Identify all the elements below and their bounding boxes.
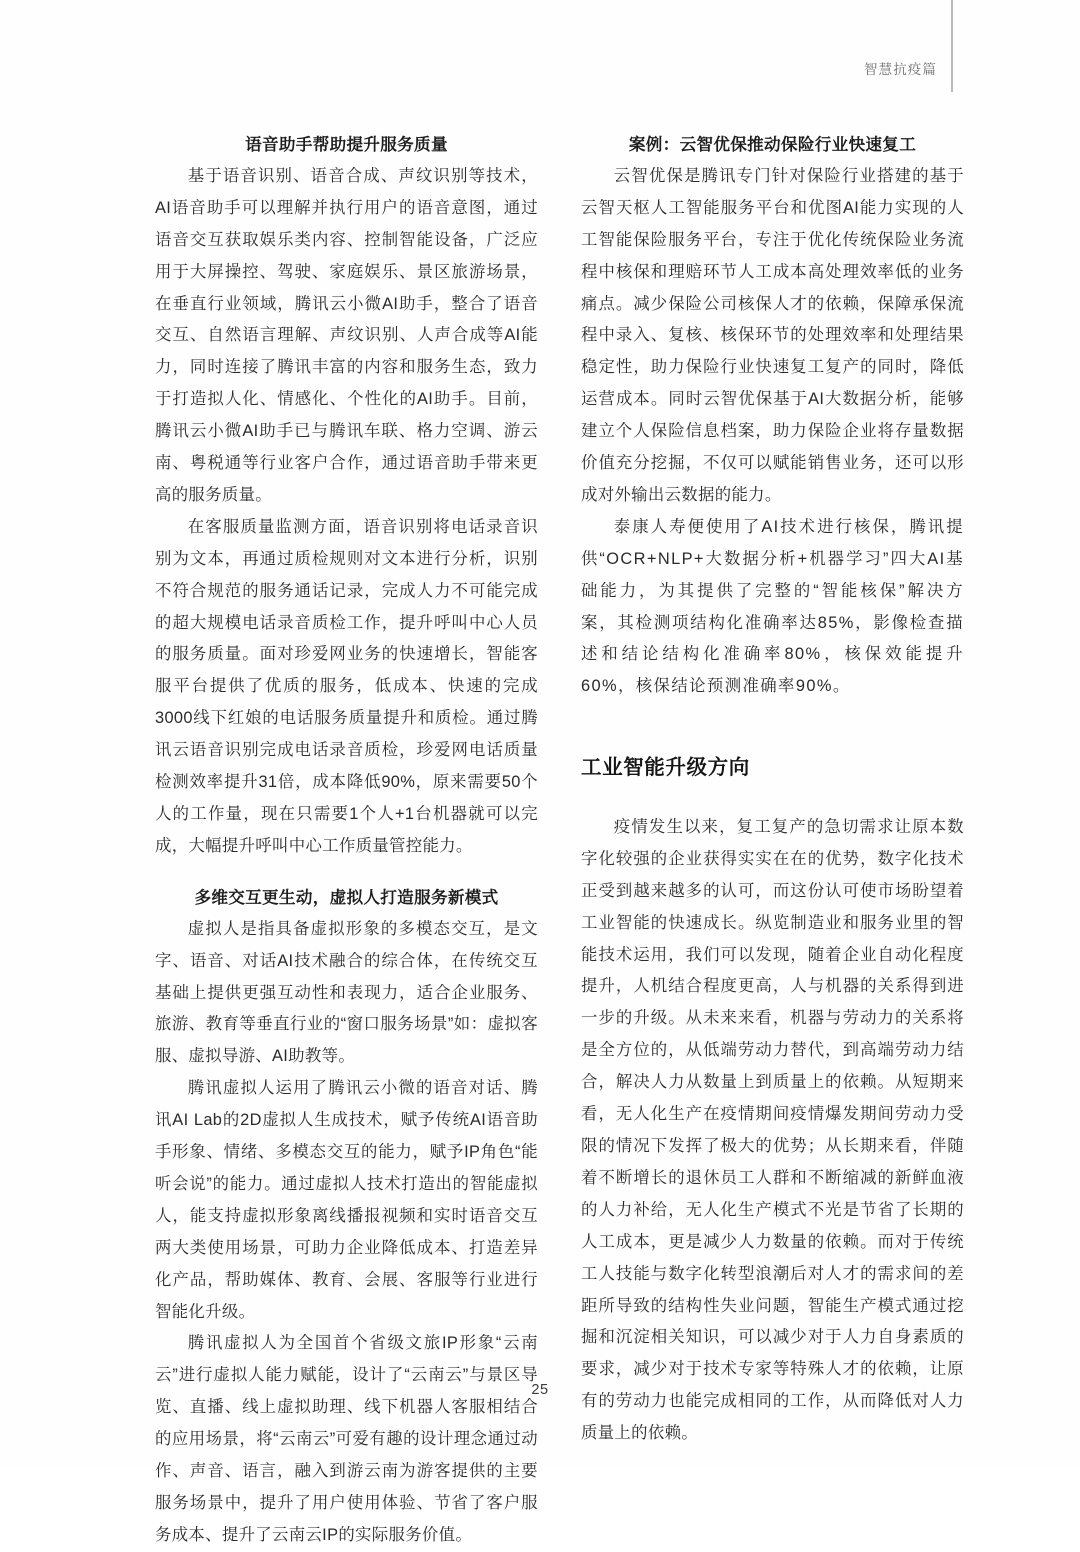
left-subheading-voice-assistant: 语音助手帮助提升服务质量 bbox=[245, 135, 448, 154]
section-heading-industrial-intelligence: 工业智能升级方向 bbox=[581, 756, 750, 780]
left-paragraph-1: 基于语音识别、语音合成、声纹识别等技术，AI语音助手可以理解并执行用户的语音意图，通过语音交互获取娱乐类内容、控制智能设备，广泛应用于大屏操控、驾驶、家庭娱乐、景区旅游场景，在垂直行业领域，腾讯云小微AI助手，整合了语音交互、自然语言理解、声纹识别、人声合成等AI能力，同时连接了腾讯丰富的内容和服务生态，致力于打造拟人化、情感化、个性化的AI助手。目前，腾讯云小微AI助手已与腾讯车联、格力空调、游云南、粤税通等行业客户合作，通过语音助手带来更高的服务质量。 bbox=[155, 166, 538, 504]
left-paragraph-3: 虚拟人是指具备虚拟形象的多模态交互，是文字、语音、对话AI技术融合的综合体，在传统交互基础上提供更强互动性和表现力，适合企业服务、旅游、教育等垂直行业的“窗口服务场景”如：虚拟客服、虚拟导游、AI助教等。 bbox=[155, 919, 538, 1066]
page-number: 25 bbox=[531, 1382, 549, 1398]
left-subheading-virtual-human: 多维交互更生动，虚拟人打造服务新模式 bbox=[194, 887, 499, 907]
right-subheading-case-study: 案例：云智优保推动保险行业快速复工 bbox=[628, 135, 917, 154]
right-paragraph-2: 泰康人寿便使用了AI技术进行核保，腾讯提供“OCR+NLP+大数据分析+机器学习”四大AI基础能力，为其提供了完整的“智能核保”解决方案，其检测项结构化准确率达85%，影像检查描述和结论结构化准确率80%，核保效能提升60%，核保结论预测准确率90%。 bbox=[581, 517, 964, 696]
right-column bbox=[581, 132, 964, 1443]
left-paragraph-5: 腾讯虚拟人为全国首个省级文旅IP形象“云南云”进行虚拟人能力赋能，设计了“云南云”与景区导览、直播、线上虚拟助理、线下机器人客服相结合的应用场景，将“云南云”可爱有趣的设计理念通过动作、声音、语言，融入到游云南为游客提供的主要服务场景中，提升了用户使用体验、节省了客户服务成本、提升了云南云IP的实际服务价值。 bbox=[155, 1334, 538, 1544]
left-paragraph-2: 在客服质量监测方面，语音识别将电话录音识别为文本，再通过质检规则对文本进行分析，识别不符合规范的服务通话记录，完成人力不可能完成的超大规模电话录音质检工作，提升呼叫中心人员的服务质量。面对珍爱网业务的快速增长，智能客服平台提供了优质的服务，低成本、快速的完成3000线下红娘的电话服务质量提升和质检。通过腾讯云语音识别完成电话录音质检，珍爱网电话质量检测效率提升31倍，成本降低90%，原来需要50个人的工作量，现在只需要1个人+1台机器就可以完成，大幅提升呼叫中心工作质量管控能力。 bbox=[155, 517, 538, 855]
right-paragraph-1: 云智优保是腾讯专门针对保险行业搭建的基于云智天枢人工智能服务平台和优图AI能力实现的人工智能保险服务平台，专注于优化传统保险业务流程中核保和理赔环节人工成本高处理效率低的业务痛点。减少保险公司核保人才的依赖，保障承保流程中录入、复核、核保环节的处理效率和处理结果稳定性，助力保险行业快速复工复产的同时，降低运营成本。同时云智优保基于AI大数据分析，能够建立个人保险信息档案，助力保险企业将存量数据价值充分挖掘，不仅可以赋能销售业务，还可以形成对外输出云数据的能力。 bbox=[581, 166, 964, 504]
left-column bbox=[155, 132, 538, 1544]
right-paragraph-3: 疫情发生以来，复工复产的急切需求让原本数字化较强的企业获得实实在在的优势，数字化技术正受到越来越多的认可，而这份认可使市场盼望着工业智能的快速成长。纵览制造业和服务业里的智能技术运用，我们可以发现，随着企业自动化程度提升，人机结合程度更高，人与机器的关系得到进一步的升级。从未来来看，机器与劳动力的关系将是全方位的，从低端劳动力替代，到高端劳动力结合，解决人力从数量上到质量上的依赖。从短期来看，无人化生产在疫情期间疫情爆发期间劳动力受限的情况下发挥了极大的优势；从长期来看，伴随着不断增长的退休员工人群和不断缩减的新鲜血液的人力补给，无人化生产模式不光是节省了长期的人工成本，更是减少人力数量的依赖。而对于传统工人技能与数字化转型浪潮后对人才的需求间的差距所导致的结构性失业问题，智能生产模式通过挖掘和沉淀相关知识，可以减少对于人力自身素质的要求，减少对于技术专家等特殊人才的依赖，让原有的劳动力也能完成相同的工作，从而降低对人力质量上的依赖。 bbox=[581, 817, 964, 1443]
running-header-title: 智慧抗疫篇 bbox=[864, 62, 937, 77]
header-divider-rule bbox=[951, 0, 953, 92]
left-paragraph-4: 腾讯虚拟人运用了腾讯云小微的语音对话、腾讯AI Lab的2D虚拟人生成技术，赋予传统AI语音助手形象、情绪、多模态交互的能力，赋予IP角色“能听会说”的能力。通过虚拟人技术打造出的智能虚拟人，能支持虚拟形象离线播报视频和实时语音交互两大类使用场景，可助力企业降低成本、打造差异化产品，帮助媒体、教育、会展、客服等行业进行智能化升级。 bbox=[155, 1079, 538, 1321]
